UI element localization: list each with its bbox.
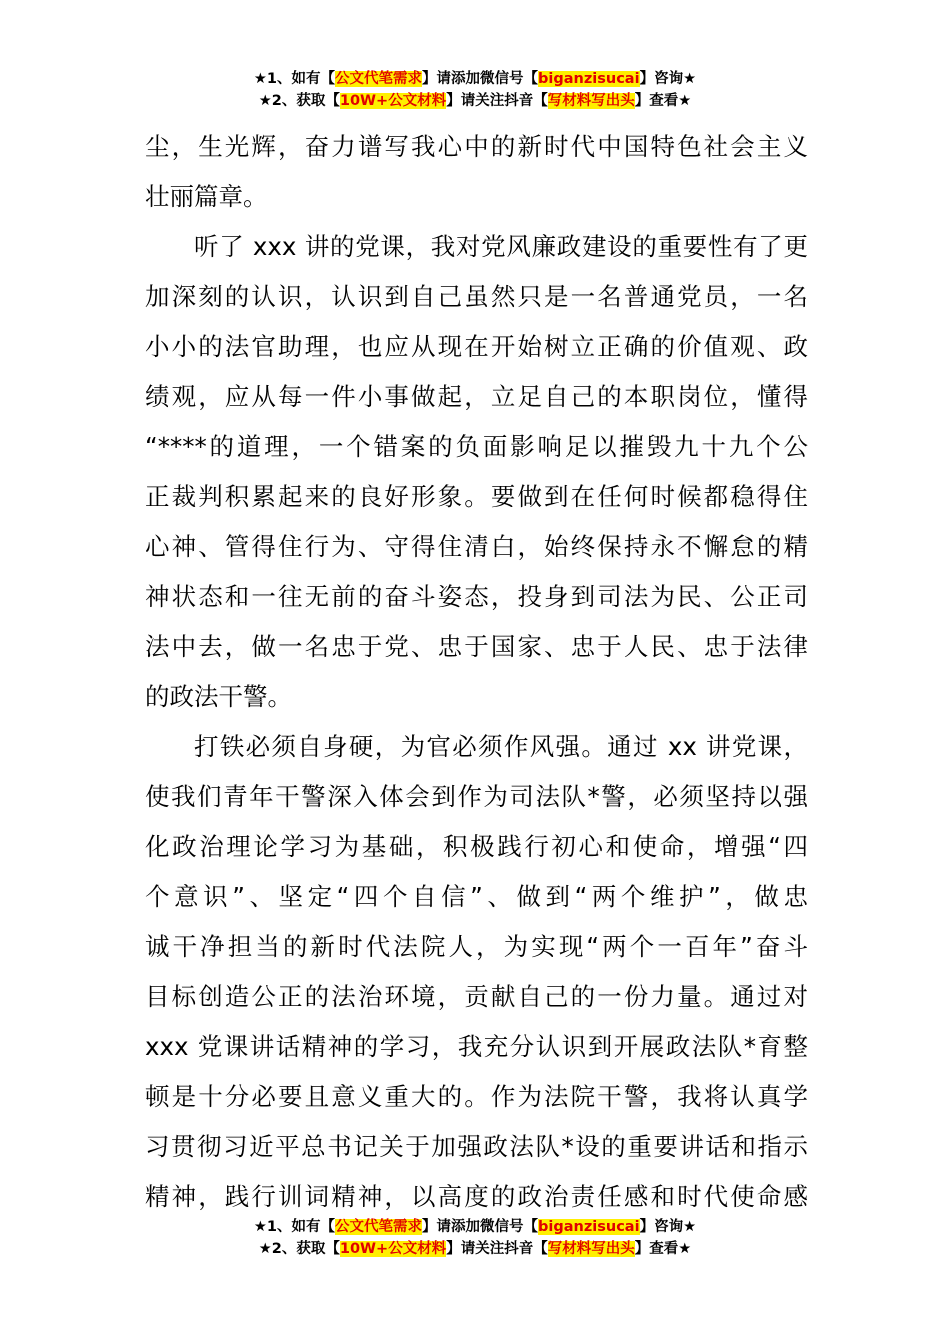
footer-banner bbox=[0, 1216, 950, 1260]
banner-text: 】查看★ bbox=[634, 93, 692, 109]
body-line: xxx 党课讲话精神的学习，我充分认识到开展政法队*育整 bbox=[145, 1032, 808, 1061]
douyin-id-tag: 写材料写出头 bbox=[547, 93, 635, 109]
body-line: 绩观，应从每一件小事做起，立足自己的本职岗位，懂得 bbox=[145, 382, 808, 411]
body-line: 的政法干警。 bbox=[145, 682, 292, 711]
body-line: 习贯彻习近平总书记关于加强政法队*设的重要讲话和指示 bbox=[145, 1132, 808, 1161]
body-line: 正裁判积累起来的良好形象。要做到在任何时候都稳得住 bbox=[145, 482, 808, 511]
body-line: 壮丽篇章。 bbox=[145, 182, 268, 211]
banner-text: 】咨询★ bbox=[639, 1219, 697, 1235]
banner-text: 】请添加微信号【 bbox=[422, 71, 539, 87]
banner-text: 】咨询★ bbox=[639, 71, 697, 87]
banner-line-1 bbox=[0, 68, 950, 90]
body-line: 使我们青年干警深入体会到作为司法队*警，必须坚持以强 bbox=[145, 782, 808, 811]
banner-text: 】查看★ bbox=[634, 1241, 692, 1257]
body-line: 心神、管得住行为、守得住清白，始终保持永不懈怠的精 bbox=[145, 532, 808, 561]
body-line: 听了 xxx 讲的党课，我对党风廉政建设的重要性有了更 bbox=[194, 232, 808, 261]
highlight-tag: 公文代笔需求 bbox=[335, 1219, 423, 1235]
banner-line-1 bbox=[0, 1216, 950, 1238]
banner-text: 】请关注抖音【 bbox=[446, 93, 548, 109]
wechat-id-tag: biganzisucai bbox=[538, 1219, 640, 1235]
douyin-id-tag: 写材料写出头 bbox=[547, 1241, 635, 1257]
wechat-id-tag: biganzisucai bbox=[538, 71, 640, 87]
banner-line-2 bbox=[0, 90, 950, 112]
banner-text: 】请关注抖音【 bbox=[446, 1241, 548, 1257]
body-line: 打铁必须自身硬，为官必须作风强。通过 xx 讲党课， bbox=[194, 732, 808, 761]
banner-text: ★2、获取【 bbox=[258, 1241, 340, 1257]
banner-text: ★1、如有【 bbox=[253, 1219, 336, 1235]
banner-line-2 bbox=[0, 1238, 950, 1260]
body-line: 目标创造公正的法治环境，贡献自己的一份力量。通过对 bbox=[145, 982, 808, 1011]
body-line: 顿是十分必要且意义重大的。作为法院干警，我将认真学 bbox=[145, 1082, 808, 1111]
highlight-tag: 公文代笔需求 bbox=[335, 71, 423, 87]
banner-text: 】请添加微信号【 bbox=[422, 1219, 539, 1235]
body-line: 精神，践行训词精神，以高度的政治责任感和时代使命感 bbox=[145, 1182, 808, 1211]
body-line: 化政治理论学习为基础，积极践行初心和使命，增强“四 bbox=[145, 832, 808, 861]
body-line: 加深刻的认识，认识到自己虽然只是一名普通党员，一名 bbox=[145, 282, 808, 311]
body-line: 小小的法官助理，也应从现在开始树立正确的价值观、政 bbox=[145, 332, 808, 361]
body-line: “****的道理，一个错案的负面影响足以摧毁九十九个公 bbox=[145, 432, 808, 461]
header-banner bbox=[0, 68, 950, 112]
banner-text: ★2、获取【 bbox=[258, 93, 340, 109]
banner-text: ★1、如有【 bbox=[253, 71, 336, 87]
document-body bbox=[145, 122, 808, 1222]
highlight-tag: 10W+公文材料 bbox=[339, 1241, 447, 1257]
body-line: 尘，生光辉，奋力谱写我心中的新时代中国特色社会主义 bbox=[145, 132, 808, 161]
body-line: 法中去，做一名忠于党、忠于国家、忠于人民、忠于法律 bbox=[145, 632, 808, 661]
body-line: 个意识”、坚定“四个自信”、做到“两个维护”，做忠 bbox=[145, 882, 808, 911]
highlight-tag: 10W+公文材料 bbox=[339, 93, 447, 109]
body-line: 诚干净担当的新时代法院人，为实现“两个一百年”奋斗 bbox=[145, 932, 808, 961]
body-line: 神状态和一往无前的奋斗姿态，投身到司法为民、公正司 bbox=[145, 582, 808, 611]
